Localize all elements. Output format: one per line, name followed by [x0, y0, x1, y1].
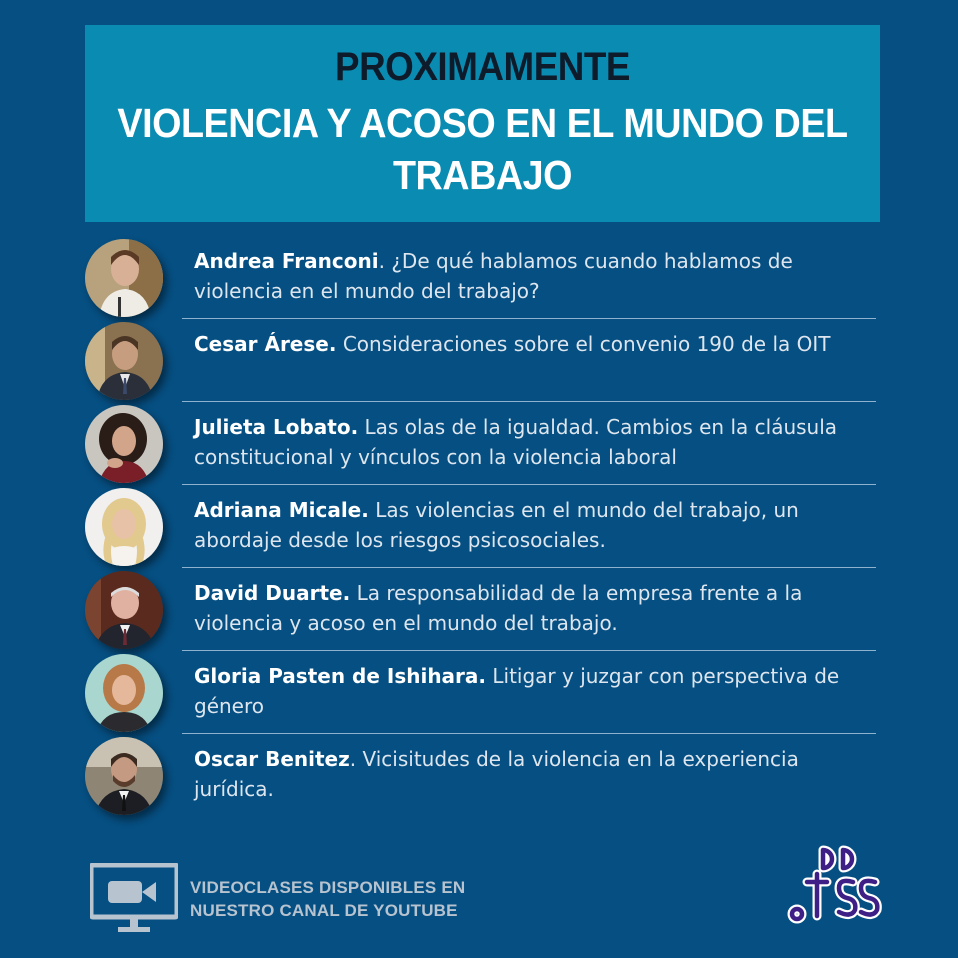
speaker-photo-gloria-pasten — [85, 654, 163, 732]
speaker-text — [194, 578, 874, 638]
speaker-row — [85, 319, 880, 402]
speaker-topic: Vicisitudes de la violencia en la experiencia jurídica. — [194, 747, 799, 801]
speaker-photo-julieta-lobato — [85, 405, 163, 483]
title-main: VIOLENCIA Y ACOSO EN EL MUNDO DEL TRABAJO — [117, 100, 848, 198]
youtube-notice — [190, 876, 465, 922]
speaker-row — [85, 651, 880, 734]
title-banner — [85, 25, 880, 222]
speaker-row — [85, 485, 880, 568]
speaker-text — [194, 329, 874, 359]
youtube-notice-line2: NUESTRO CANAL DE YOUTUBE — [190, 901, 458, 920]
speaker-name: Cesar Árese. — [194, 332, 337, 356]
speaker-text — [194, 412, 874, 472]
speaker-topic: Las olas de la igualdad. Cambios en la cláusula constitucional y vínculos con la violencia laboral — [194, 415, 838, 469]
speaker-photo-cesar-arese — [85, 322, 163, 400]
speaker-name: Adriana Micale. — [194, 498, 369, 522]
speaker-separator: . — [349, 747, 363, 771]
speaker-name: Oscar Benitez — [194, 747, 350, 771]
speaker-name: Julieta Lobato. — [194, 415, 359, 439]
speaker-row — [85, 568, 880, 651]
speaker-topic: Litigar y juzgar con perspectiva de género — [194, 664, 840, 718]
speaker-row — [85, 402, 880, 485]
speaker-separator: . — [378, 249, 392, 273]
youtube-notice-line1: VIDEOCLASES DISPONIBLES EN — [190, 878, 466, 897]
speaker-topic: La responsabilidad de la empresa frente a la violencia y acoso en el mundo del trabajo. — [194, 581, 803, 635]
speaker-text — [194, 495, 874, 555]
video-monitor-icon — [90, 863, 178, 935]
speaker-name: David Duarte. — [194, 581, 351, 605]
speaker-photo-adriana-micale — [85, 488, 163, 566]
speaker-text — [194, 744, 874, 804]
speaker-row — [85, 236, 880, 319]
speaker-text — [194, 661, 874, 721]
speaker-name: Andrea Franconi — [194, 249, 379, 273]
speaker-photo-oscar-benitez — [85, 737, 163, 815]
speaker-photo-david-duarte — [85, 571, 163, 649]
speaker-topic: ¿De qué hablamos cuando hablamos de violencia en el mundo del trabajo? — [194, 249, 793, 303]
speaker-row — [85, 734, 880, 817]
speaker-name: Gloria Pasten de Ishihara. — [194, 664, 487, 688]
aatss-logo — [783, 830, 883, 930]
speaker-topic: Consideraciones sobre el convenio 190 de la OIT — [342, 332, 831, 356]
speaker-photo-andrea-franconi — [85, 239, 163, 317]
speaker-text — [194, 246, 874, 306]
speaker-list — [85, 236, 880, 817]
speaker-topic: Las violencias en el mundo del trabajo, un abordaje desde los riesgos psicosociales. — [194, 498, 799, 552]
title-proximamente: PROXIMAMENTE — [334, 45, 631, 89]
